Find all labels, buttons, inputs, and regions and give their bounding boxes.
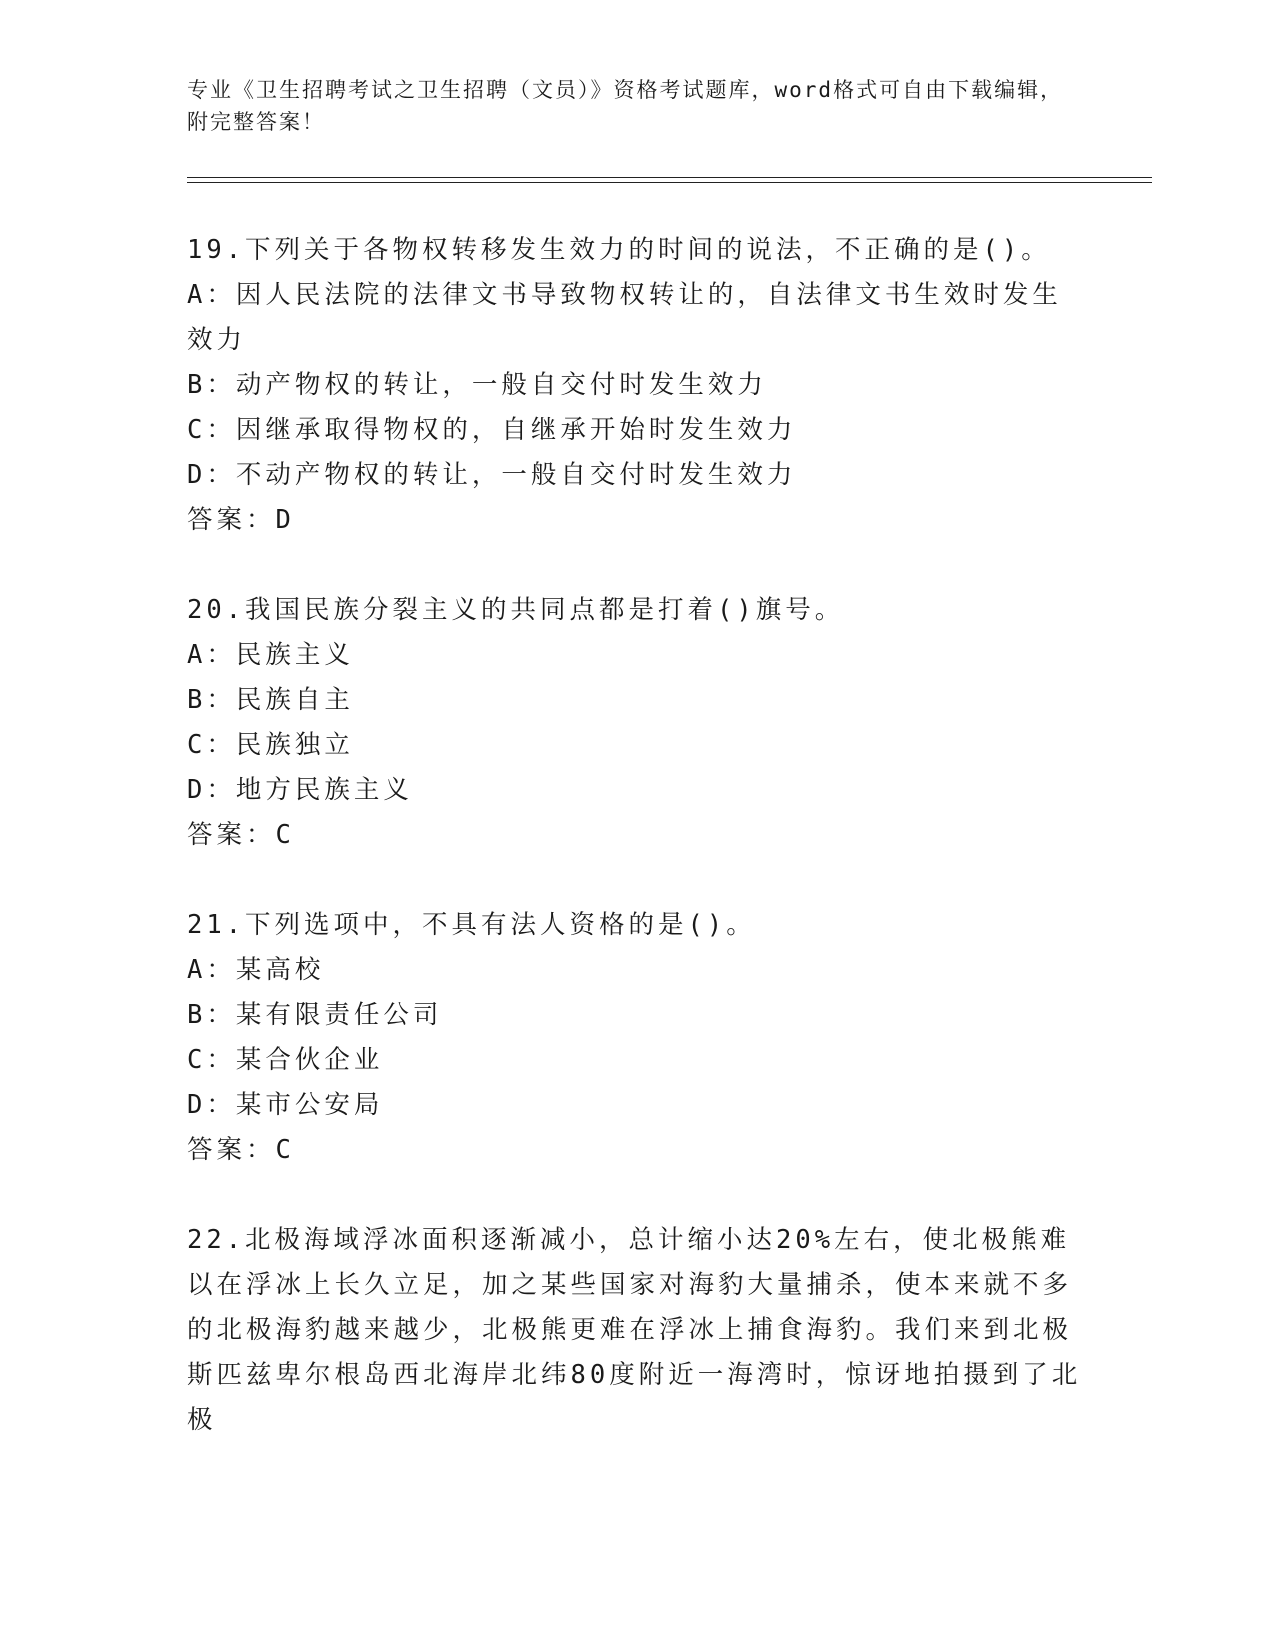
option-d: D：不动产物权的转让，一般自交付时发生效力: [187, 460, 797, 490]
document-header: [187, 74, 1067, 138]
option-c: C：民族独立: [187, 730, 354, 760]
header-divider-bottom: [187, 182, 1152, 183]
question-stem: 21.下列选项中，不具有法人资格的是()。: [187, 910, 756, 940]
question-22: [187, 1218, 1087, 1443]
option-c: C：因继承取得物权的，自继承开始时发生效力: [187, 415, 797, 445]
option-d: D：地方民族主义: [187, 775, 413, 805]
option-b: B：民族自主: [187, 685, 354, 715]
header-divider-top: [187, 177, 1152, 178]
question-21: [187, 903, 1087, 1173]
header-text: 专业《卫生招聘考试之卫生招聘（文员）》资格考试题库，word格式可自由下载编辑，附完整答案！: [187, 78, 1064, 134]
question-19: [187, 228, 1087, 543]
option-d: D：某市公安局: [187, 1090, 384, 1120]
answer: 答案：D: [187, 505, 295, 535]
option-b: B：某有限责任公司: [187, 1000, 443, 1030]
question-stem: 19.下列关于各物权转移发生效力的时间的说法，不正确的是()。: [187, 235, 1051, 265]
option-c: C：某合伙企业: [187, 1045, 384, 1075]
option-a: A：某高校: [187, 955, 325, 985]
question-stem: 22.北极海域浮冰面积逐渐减小，总计缩小达20%左右，使北极熊难以在浮冰上长久立足，加之某些国家对海豹大量捕杀，使本来就不多的北极海豹越来越少，北极熊更难在浮冰上捕食海豹。我们来到北极斯匹兹卑尔根岛西北海岸北纬80度附近一海湾时，惊讶地拍摄到了北极: [187, 1225, 1082, 1435]
option-a: A：因人民法院的法律文书导致物权转让的，自法律文书生效时发生效力: [187, 280, 1062, 355]
question-20: [187, 588, 1087, 858]
question-stem: 20.我国民族分裂主义的共同点都是打着()旗号。: [187, 595, 845, 625]
answer: 答案：C: [187, 820, 295, 850]
question-list: [187, 228, 1087, 1443]
answer: 答案：C: [187, 1135, 295, 1165]
option-a: A：民族主义: [187, 640, 354, 670]
option-b: B：动产物权的转让，一般自交付时发生效力: [187, 370, 767, 400]
